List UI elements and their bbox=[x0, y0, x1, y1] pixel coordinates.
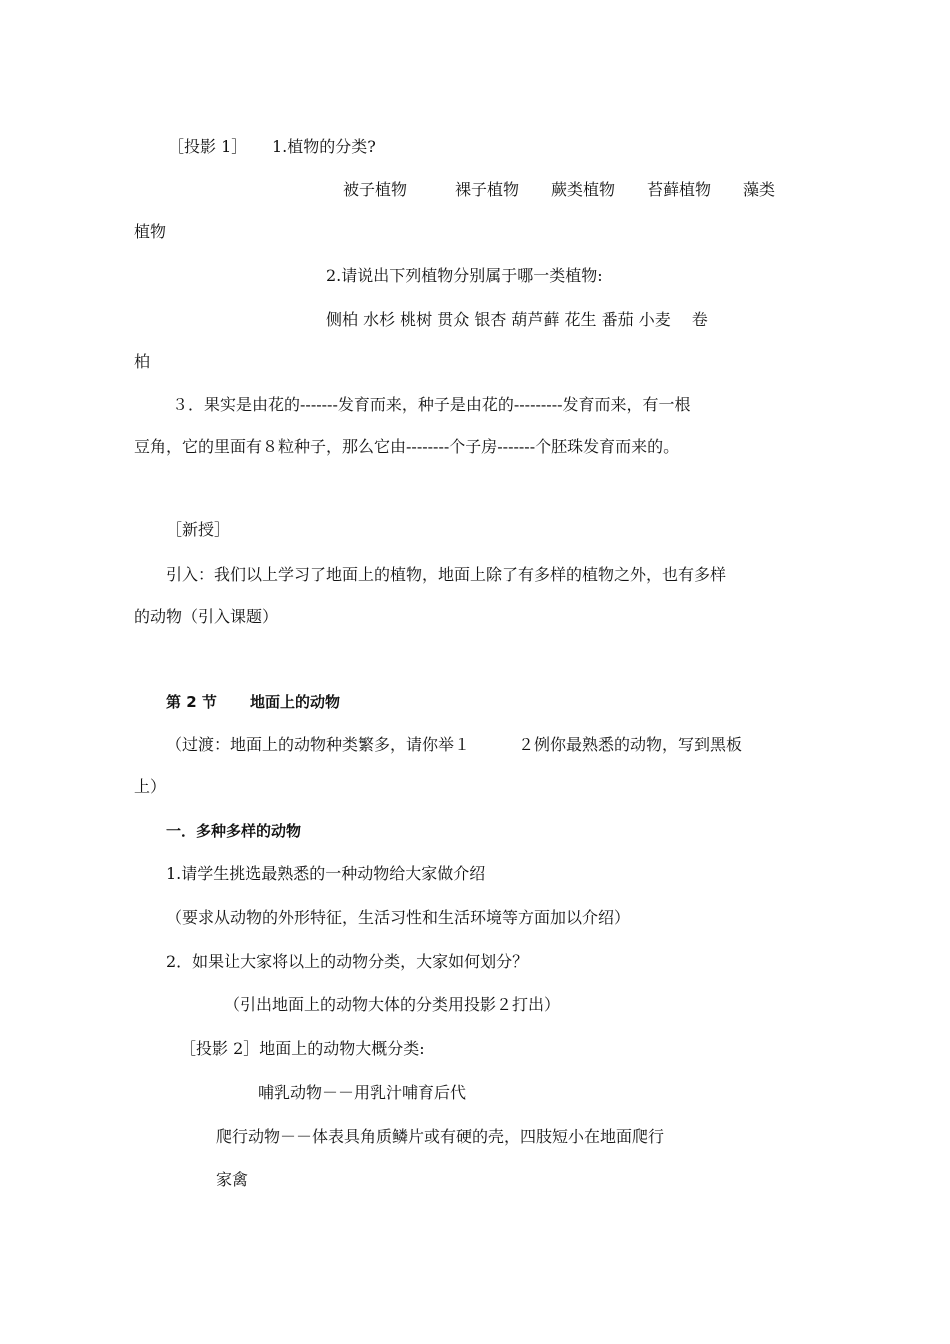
plant-list: 侧柏 水杉 桃树 贯众 银杏 葫芦藓 花生 番茄 小麦 卷 bbox=[326, 310, 708, 329]
mammals-line: 哺乳动物－－用乳汁哺育后代 bbox=[258, 1083, 467, 1102]
item-2-note: （引出地面上的动物大体的分类用投影２打出） bbox=[224, 995, 561, 1014]
item-1: 1.请学生挑选最熟悉的一种动物给大家做介绍 bbox=[166, 864, 486, 883]
transition-note: （过渡：地面上的动物种类繁多，请你举１ ２例你最熟悉的动物，写到黑板 bbox=[166, 735, 743, 754]
question-3-continued: 豆角，它的里面有８粒种子，那么它由--------个子房-------个胚珠发育而来的。 bbox=[134, 437, 680, 456]
new-lesson-label: ［新授］ bbox=[166, 520, 231, 539]
projection-2: ［投影 2］地面上的动物大概分类: bbox=[180, 1039, 425, 1058]
question-3: ３．果实是由花的-------发育而来，种子是由花的---------发育而来，有一根 bbox=[172, 395, 691, 414]
heading-diverse-animals: 一．多种多样的动物 bbox=[166, 822, 302, 840]
plant-list-continued: 柏 bbox=[134, 352, 151, 371]
section-title: 地面上的动物 bbox=[250, 693, 341, 711]
plant-types-continued: 植物 bbox=[134, 222, 167, 241]
introduction-continued: 的动物（引入课题） bbox=[134, 607, 279, 626]
introduction: 引入：我们以上学习了地面上的植物，地面上除了有多样的植物之外，也有多样 bbox=[166, 565, 727, 584]
question-1: 1.植物的分类? bbox=[272, 137, 376, 156]
section-number: 第 2 节 bbox=[166, 693, 217, 711]
question-2: 2.请说出下列植物分别属于哪一类植物: bbox=[326, 266, 603, 285]
item-2: 2．如果让大家将以上的动物分类，大家如何划分？ bbox=[166, 952, 529, 971]
transition-note-continued: 上） bbox=[134, 777, 167, 796]
plant-types: 被子植物 裸子植物 蕨类植物 苔藓植物 藻类 bbox=[343, 180, 776, 199]
projection-1-label: ［投影 1］ bbox=[168, 137, 248, 156]
item-1-note: （要求从动物的外形特征，生活习性和生活环境等方面加以介绍） bbox=[166, 908, 631, 927]
reptiles-line: 爬行动物－－体表具角质鳞片或有硬的壳，四肢短小在地面爬行 bbox=[216, 1127, 665, 1146]
poultry-line: 家禽 bbox=[216, 1170, 249, 1189]
